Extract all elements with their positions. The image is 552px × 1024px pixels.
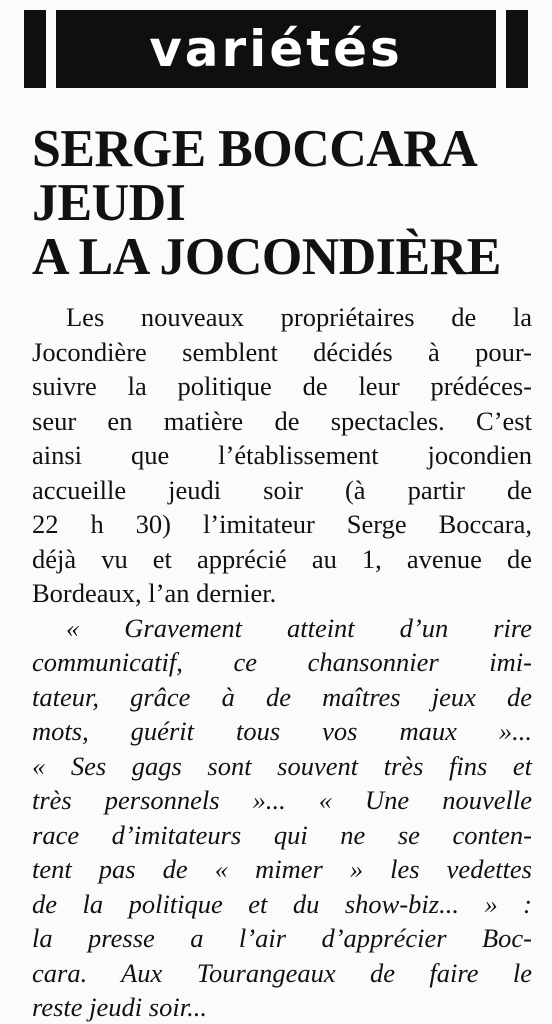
quote-line: tateur, grâce à de maîtres jeux de: [32, 681, 532, 712]
quote-line: la presse a l’air d’apprécier Boc-: [32, 923, 532, 953]
article-body: [32, 300, 532, 1024]
quote-line: race d’imitateurs qui ne se conten-: [32, 819, 532, 850]
quote-line: mots, guérit tous vos maux »...: [32, 716, 532, 746]
quote-line: « Ses gags sont souvent très fins et: [32, 750, 532, 781]
body-line: Jocondière semblent décidés à pour-: [32, 336, 532, 367]
quote-line: tent pas de « mimer » les vedettes: [32, 854, 532, 884]
quote-line: de la politique et du show-biz... » :: [32, 888, 532, 919]
rubric-right-bar: [506, 10, 528, 88]
headline-line: JEUDI: [32, 174, 186, 232]
section-label: variétés: [56, 10, 496, 88]
body-line: ainsi que l’établissement jocondien: [32, 440, 532, 470]
body-line: accueille jeudi soir (à partir de: [32, 474, 532, 505]
quote-line: reste jeudi soir...: [32, 992, 207, 1022]
section-rubric: [24, 10, 528, 88]
quote-line: communicatif, ce chansonnier imi-: [32, 647, 532, 677]
rubric-left-bar: [24, 10, 46, 88]
article-headline: [32, 122, 527, 284]
headline-line: SERGE BOCCARA: [32, 120, 478, 178]
body-line: Bordeaux, l’an dernier.: [32, 578, 277, 608]
body-line: Les nouveaux propriétaires de la: [66, 302, 532, 332]
body-line: déjà vu et apprécié au 1, avenue de: [32, 543, 532, 574]
body-line: suivre la politique de leur prédéces-: [32, 371, 532, 401]
quote-line: très personnels »... « Une nouvelle: [32, 785, 532, 815]
headline-line: A LA JOCONDIÈRE: [32, 228, 501, 286]
quote-line: « Gravement atteint d’un rire: [66, 612, 532, 643]
body-line: seur en matière de spectacles. C’est: [32, 405, 532, 436]
quote-line: cara. Aux Tourangeaux de faire le: [32, 957, 532, 988]
body-line: 22 h 30) l’imitateur Serge Boccara,: [32, 509, 532, 539]
